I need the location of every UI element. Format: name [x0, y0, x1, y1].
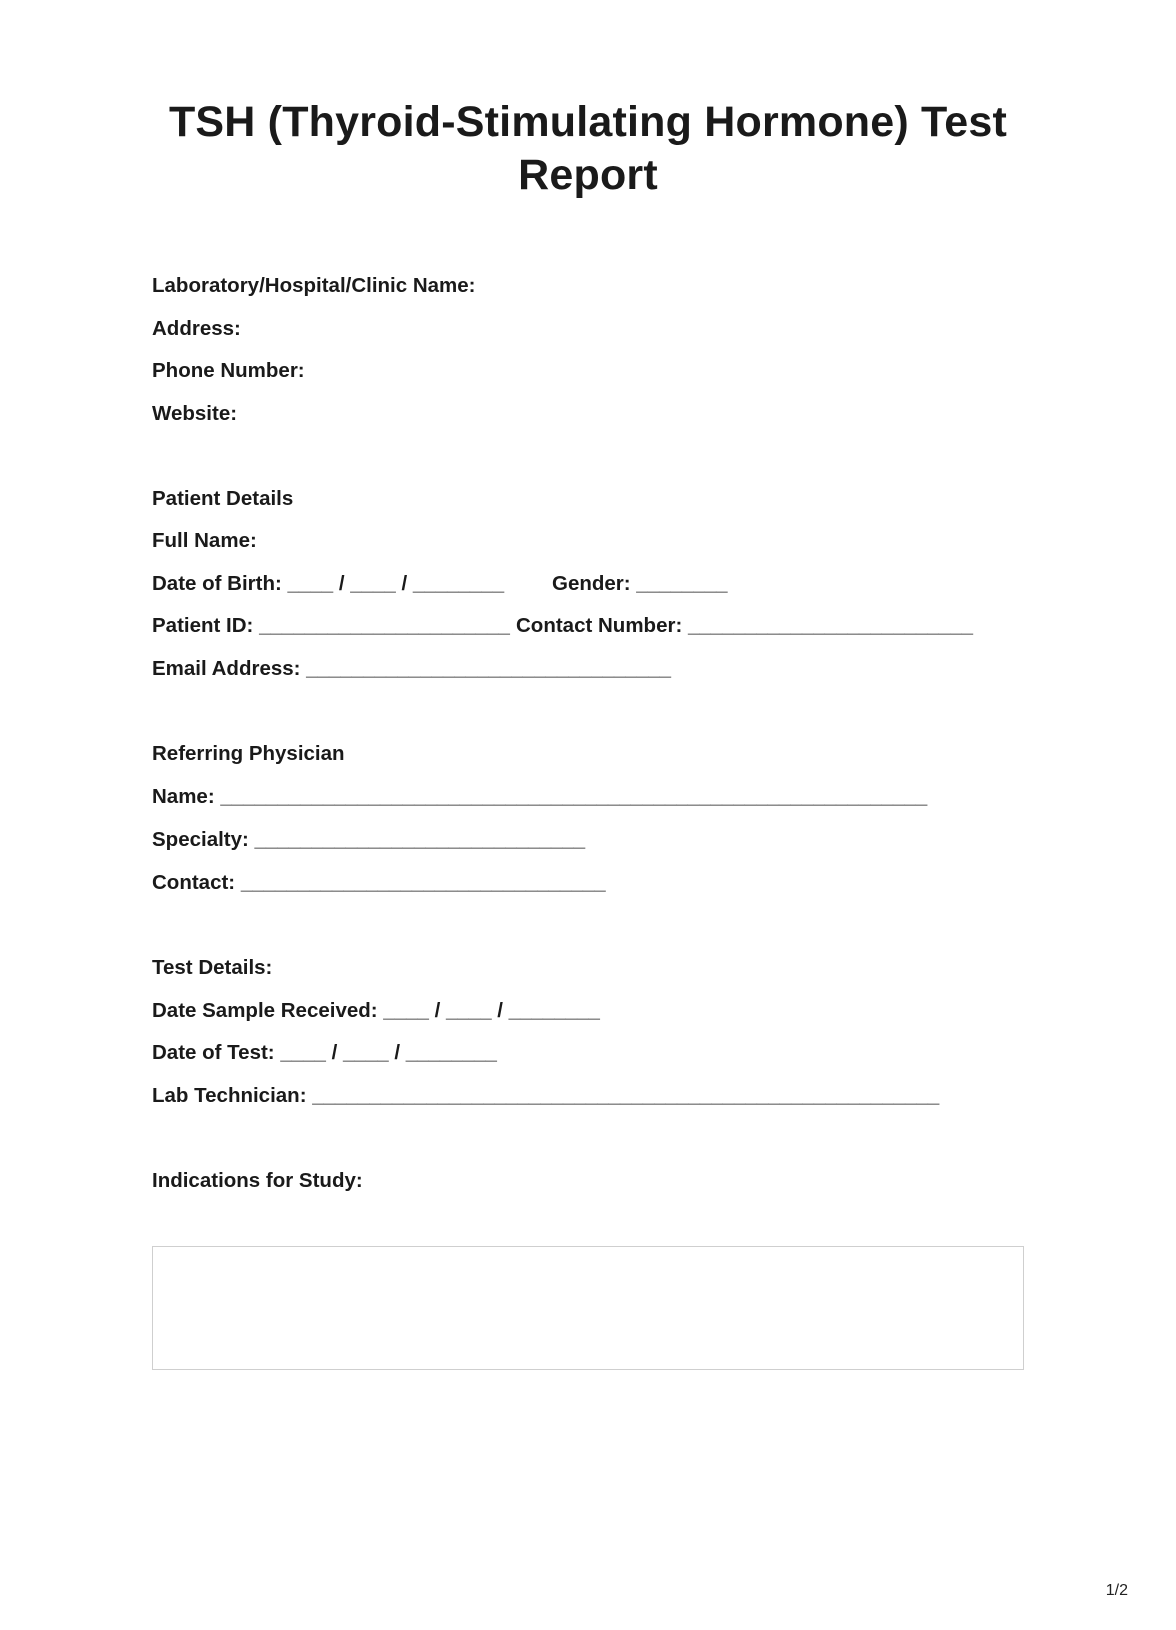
physician-heading: Referring Physician [152, 742, 345, 765]
patient-contact-field[interactable]: Contact Number: _________________________ [516, 614, 974, 637]
lab-website-label: Website: [152, 402, 238, 425]
physician-specialty-field[interactable]: Specialty: _____________________________ [152, 828, 586, 851]
indications-textbox[interactable] [152, 1246, 1024, 1370]
patient-full-name-label: Full Name: [152, 529, 257, 552]
lab-technician-field[interactable]: Lab Technician: _______________________________________________________ [152, 1084, 940, 1107]
patient-gender-field[interactable]: Gender: ________ [552, 572, 728, 595]
lab-address-label: Address: [152, 317, 241, 340]
patient-details-heading: Patient Details [152, 487, 294, 510]
date-sample-received-field[interactable]: Date Sample Received: ____ / ____ / ________ [152, 999, 600, 1022]
lab-name-label: Laboratory/Hospital/Clinic Name: [152, 274, 476, 297]
physician-name-field[interactable]: Name: ______________________________________________________________ [152, 785, 928, 808]
page-number: 1/2 [1105, 1582, 1128, 1599]
physician-contact-field[interactable]: Contact: ________________________________ [152, 871, 606, 894]
test-details-heading: Test Details: [152, 956, 273, 979]
lab-phone-label: Phone Number: [152, 359, 305, 382]
document-title: TSH (Thyroid-Stimulating Hormone) Test Report [168, 98, 1008, 199]
patient-id-field[interactable]: Patient ID: ______________________ [152, 614, 510, 637]
patient-dob-field[interactable]: Date of Birth: ____ / ____ / ________ [152, 572, 505, 595]
date-of-test-field[interactable]: Date of Test: ____ / ____ / ________ [152, 1041, 497, 1064]
patient-email-field[interactable]: Email Address: ________________________________ [152, 657, 672, 680]
indications-heading: Indications for Study: [152, 1169, 363, 1192]
